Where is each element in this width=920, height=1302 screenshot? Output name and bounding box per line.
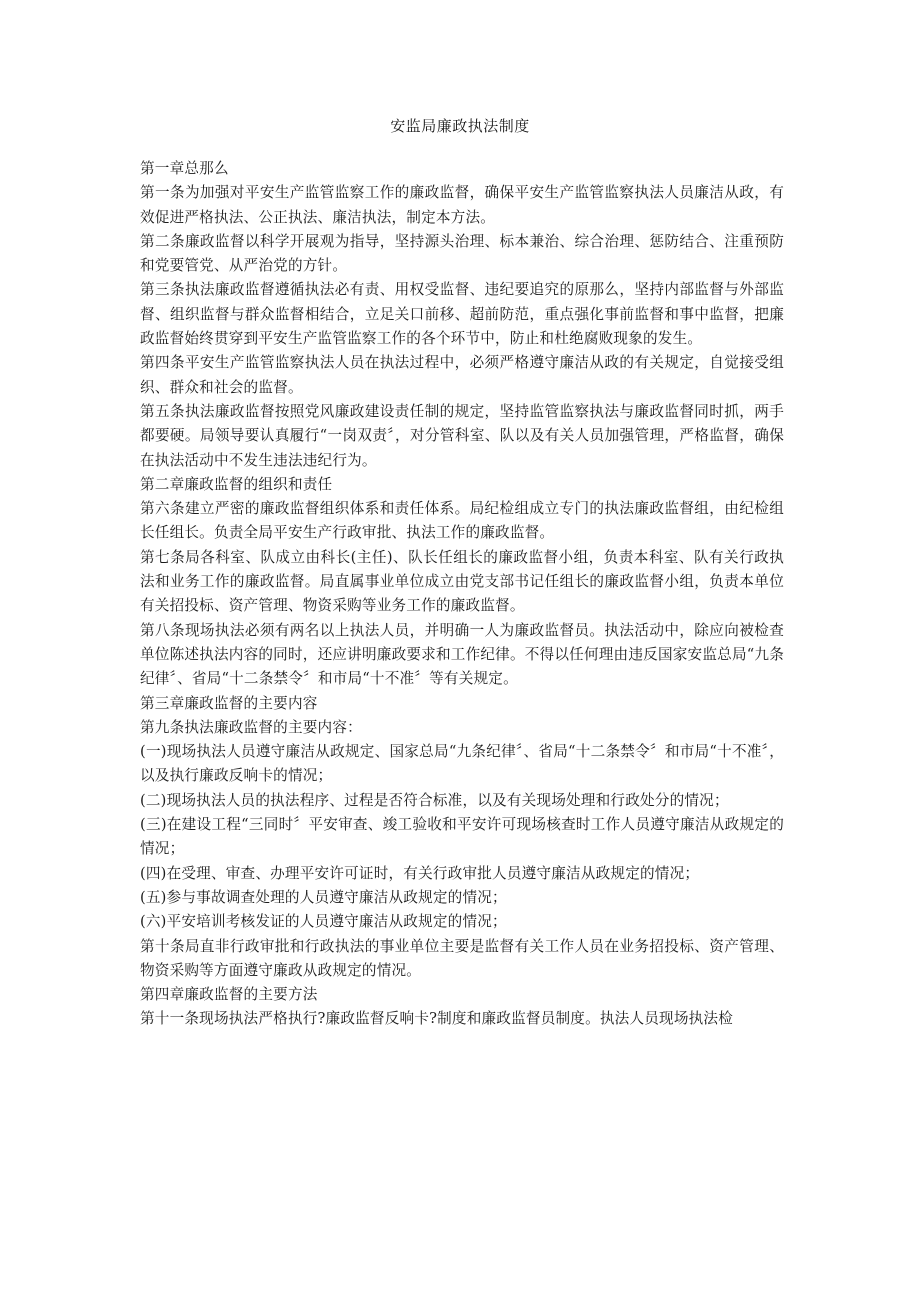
article-paragraph: 第九条执法廉政监督的主要内容：: [140, 718, 362, 736]
chapter-heading: 第二章廉政监督的组织和责任: [140, 475, 333, 493]
document-body: [140, 157, 784, 1032]
article-paragraph: 第八条现场执法必须有两名以上执法人员，并明确一人为廉政监督员。执法活动中，除应向被检查单位陈述执法内容的同时，还应讲明廉政要求和工作纪律。不得以任何理由违反国家安监总局“九条纪律〞、省局“十二条禁令〞和市局“十不准〞等有关规定。: [140, 621, 784, 688]
article-paragraph: 第四条平安生产监管监察执法人员在执法过程中，必须严格遵守廉洁从政的有关规定，自觉接受组织、群众和社会的监督。: [140, 354, 784, 396]
document-title: 安监局廉政执法制度: [390, 117, 530, 135]
list-item: (二)现场执法人员的执法程序、过程是否符合标准，以及有关现场处理和行政处分的情况；: [140, 791, 729, 809]
chapter-heading: 第三章廉政监督的主要内容: [140, 694, 318, 712]
list-item: (六)平安培训考核发证的人员遵守廉洁从政规定的情况；: [140, 913, 507, 931]
article-paragraph: 第十一条现场执法严格执行?廉政监督反响卡?制度和廉政监督员制度。执法人员现场执法检: [140, 1010, 734, 1028]
list-item: (一)现场执法人员遵守廉洁从政规定、国家总局“九条纪律〞、省局“十二条禁令〞和市局“十不准〞，以及执行廉政反响卡的情况；: [140, 743, 784, 785]
article-paragraph: 第六条建立严密的廉政监督组织体系和责任体系。局纪检组成立专门的执法廉政监督组，由纪检组长任组长。负责全局平安生产行政审批、执法工作的廉政监督。: [140, 500, 784, 542]
list-item: (五)参与事故调查处理的人员遵守廉洁从政规定的情况；: [140, 888, 507, 906]
chapter-heading: 第四章廉政监督的主要方法: [140, 986, 318, 1004]
article-paragraph: 第二条廉政监督以科学开展观为指导，坚持源头治理、标本兼治、综合治理、惩防结合、注重预防和党要管党、从严治党的方针。: [140, 232, 784, 275]
list-item: (四)在受理、审查、办理平安许可证时，有关行政审批人员遵守廉洁从政规定的情况；: [140, 864, 700, 882]
article-paragraph: 第一条为加强对平安生产监管监察工作的廉政监督，确保平安生产监管监察执法人员廉洁从政，有效促进严格执法、公正执法、廉洁执法，制定本方法。: [140, 184, 784, 226]
chapter-heading: 第一章总那么: [140, 160, 229, 177]
article-paragraph: 第五条执法廉政监督按照党风廉政建设责任制的规定，坚持监管监察执法与廉政监督同时抓，两手都要硬。局领导要认真履行“一岗双责〞，对分管科室、队以及有关人员加强管理，严格监督，确保在执法活动中不发生违法违纪行为。: [140, 402, 784, 469]
article-paragraph: 第十条局直非行政审批和行政执法的事业单位主要是监督有关工作人员在业务招投标、资产管理、物资采购等方面遵守廉政从政规定的情况。: [140, 937, 784, 979]
list-item: (三)在建设工程“三同时〞平安审查、竣工验收和平安许可现场核查时工作人员遵守廉洁从政规定的情况；: [140, 816, 784, 858]
article-paragraph: 第三条执法廉政监督遵循执法必有责、用权受监督、违纪要追究的原那么，坚持内部监督与外部监督、组织监督与群众监督相结合，立足关口前移、超前防范，重点强化事前监督和事中监督，把廉政监督始终贯穿到平安生产监管监察工作的各个环节中，防止和杜绝腐败现象的发生。: [140, 281, 784, 348]
article-paragraph: 第七条局各科室、队成立由科长(主任)、队长任组长的廉政监督小组，负责本科室、队有关行政执法和业务工作的廉政监督。局直属事业单位成立由党支部书记任组长的廉政监督小组，负责本单位有关招投标、资产管理、物资采购等业务工作的廉政监督。: [140, 548, 784, 615]
